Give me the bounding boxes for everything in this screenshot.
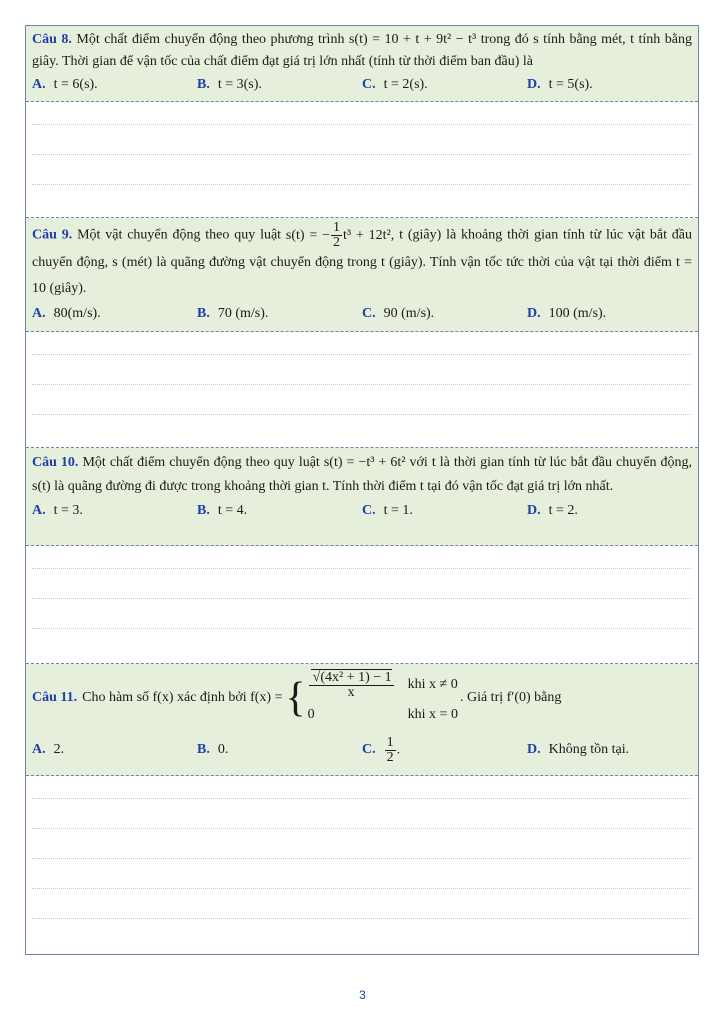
option-b[interactable]: B. t = 3(s). xyxy=(197,77,262,92)
option-c[interactable]: C. t = 2(s). xyxy=(362,77,428,92)
question-number: Câu 8. xyxy=(32,32,72,47)
option-c[interactable]: C. t = 1. xyxy=(362,503,413,518)
question-8 xyxy=(26,26,698,102)
option-d[interactable]: D. t = 2. xyxy=(527,503,578,518)
option-a[interactable]: A. t = 3. xyxy=(32,503,83,518)
question-number: Câu 9. xyxy=(32,227,73,243)
answer-space xyxy=(26,332,698,448)
answer-options xyxy=(32,730,692,770)
answer-options xyxy=(32,500,692,522)
option-a[interactable]: A. 80(m/s). xyxy=(32,306,101,321)
answer-space xyxy=(26,102,698,218)
option-b[interactable]: B. 0. xyxy=(197,742,229,757)
option-d[interactable]: D. 100 (m/s). xyxy=(527,306,607,321)
worksheet-page xyxy=(25,25,699,955)
option-c[interactable]: C. $\frac{1}{2}$ . xyxy=(362,734,401,765)
option-d[interactable]: D. t = 5(s). xyxy=(527,77,593,92)
answer-options xyxy=(32,74,692,96)
question-number: Câu 10. xyxy=(32,455,79,470)
page-number: 3 xyxy=(359,988,366,1002)
option-b[interactable]: B. 70 (m/s). xyxy=(197,306,269,321)
question-number: Câu 11. xyxy=(32,690,78,705)
question-stem: Câu 8. Một chất điểm chuyển động theo phương trình s(t) = 10 + t + 9t² − t³ trong đó s tính bằng mét, t tính bằng giây. Thời gian để vận tốc của chất điểm đạt giá trị lớn nhất (tính từ thời điểm ban đầu) là xyxy=(32,32,693,69)
formula: s(t) = − $\frac{1}{2}$ t³ + 12t², xyxy=(285,220,395,250)
piecewise-function: $\frac{\text{√(4x² + 1) − 1}}{x}$ khi x ≠ 0 0 khi x = 0 xyxy=(307,669,458,722)
answer-space xyxy=(26,546,698,664)
question-9 xyxy=(26,218,698,332)
fraction: $\frac{1}{2}$ xyxy=(333,220,341,250)
brace-icon: { xyxy=(285,675,306,721)
question-11 xyxy=(26,664,698,776)
option-d[interactable]: D. Không tồn tại. xyxy=(527,742,630,757)
option-c[interactable]: C. 90 (m/s). xyxy=(362,306,435,321)
formula: s(t) = −t³ + 6t² xyxy=(323,455,406,470)
option-a[interactable]: A. t = 6(s). xyxy=(32,77,98,92)
question-stem: Câu 11. Cho hàm số f(x) xác định bởi f(x) = { $\frac{\text{√(4x² + 1) − 1}}{x}$ khi x ≠ 0 0 khi x = 0 . Giá trị f′(0) bằng xyxy=(32,667,692,729)
question-10 xyxy=(26,448,698,546)
formula: s(t) = 10 + t + 9t² − t³ xyxy=(348,32,477,47)
option-a[interactable]: A. 2. xyxy=(32,742,65,757)
answer-space xyxy=(26,776,698,952)
question-stem: Câu 9. Một vật chuyển động theo quy luật s(t) = − $\frac{1}{2}$ t³ + 12t², t (giây) là khoảng thời gian tính từ lúc vật bắt đầu chuyển động, s (mét) là quãng đường vật chuyển động trong t (giây). Tính vận tốc tức thời của vật tại thời điểm t = 10 (giây). xyxy=(32,220,693,296)
answer-options xyxy=(32,303,692,325)
question-stem: Câu 10. Một chất điểm chuyển động theo quy luật s(t) = −t³ + 6t² với t là thời gian tính từ lúc bắt đầu chuyển động, s(t) là quãng đường đi được trong khoảng thời gian t. Tính thời điểm t tại đó vận tốc đạt giá trị lớn nhất. xyxy=(32,455,693,494)
option-b[interactable]: B. t = 4. xyxy=(197,503,248,518)
